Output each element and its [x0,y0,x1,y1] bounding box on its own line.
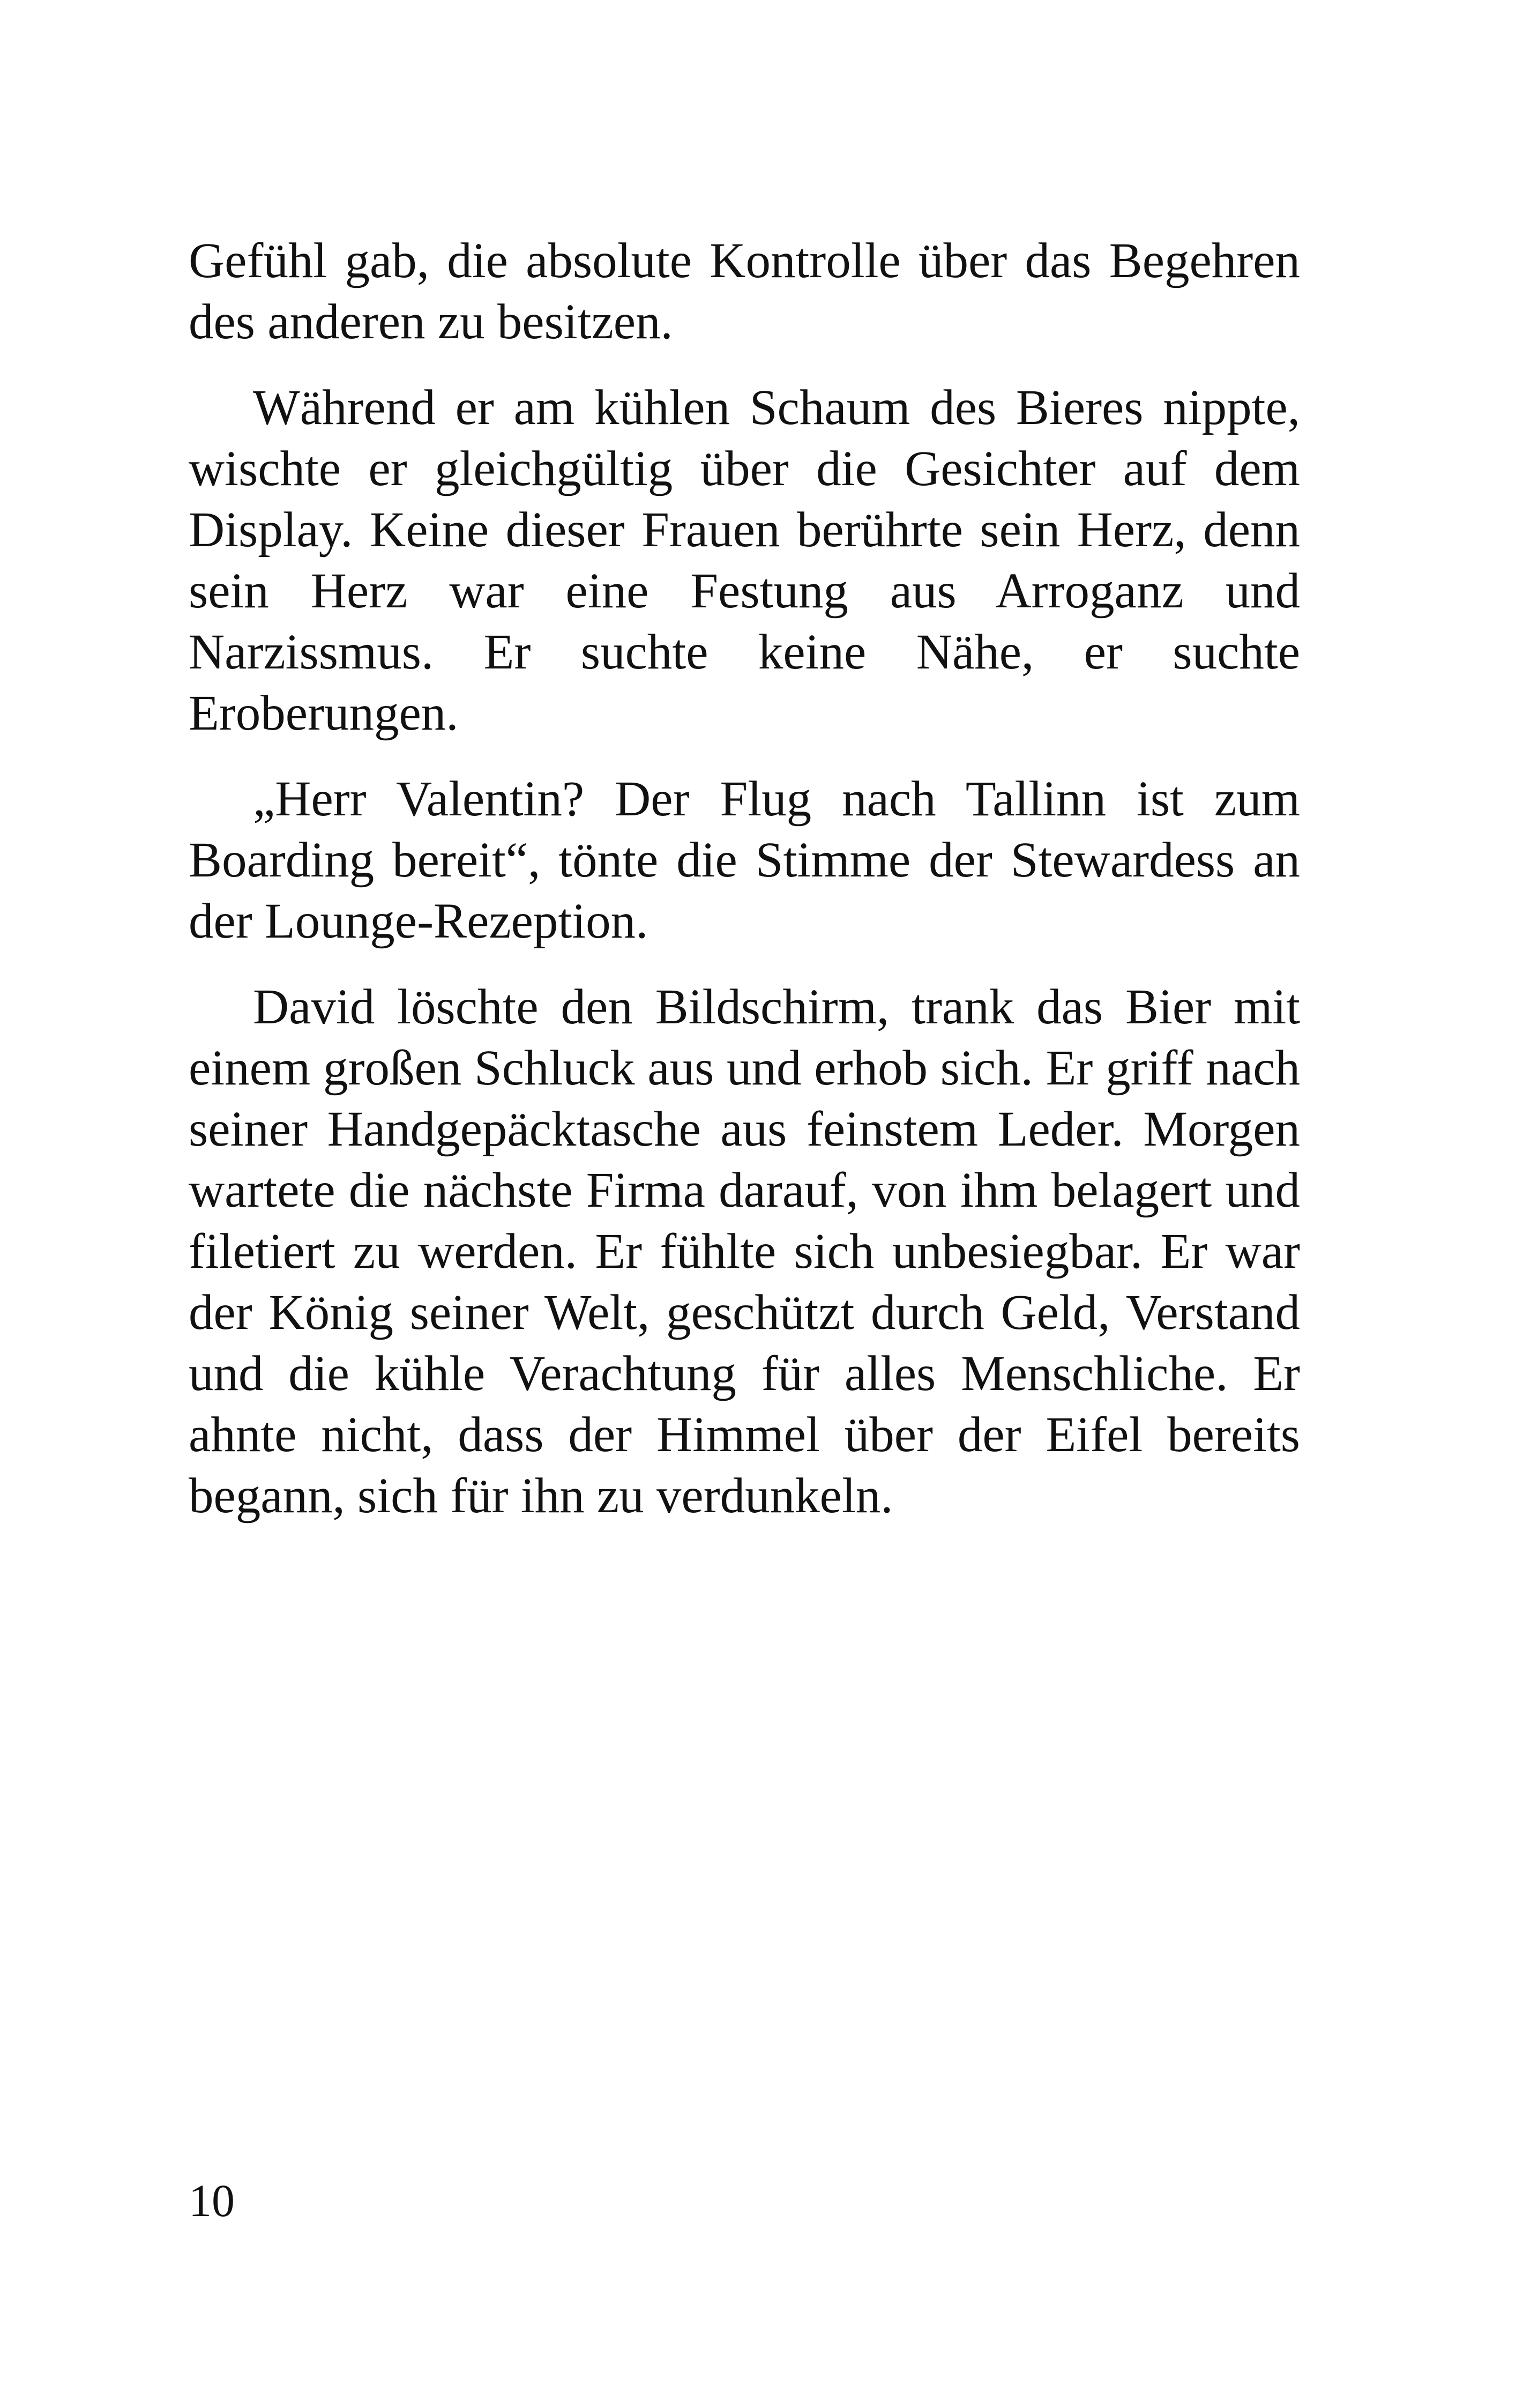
body-text [189,231,1300,1551]
page-number: 10 [189,2175,235,2226]
paragraph: Während er am kühlen Schaum des Bieres nippte, wischte er gleichgültig über die Gesichter auf dem Display. Keine dieser Frauen berührte sein Herz, denn sein Herz war eine Festung aus Arroganz und Narzissmus. Er suchte keine Nähe, er suchte Eroberungen. [189,380,1300,741]
paragraph: „Herr Valentin? Der Flug nach Tallinn ist zum Boarding bereit“, tönte die Stimme der Stewardess an der Lounge-Rezeption. [189,771,1300,949]
paragraph-continuation: Gefühl gab, die absolute Kontrolle über das Begehren des anderen zu besitzen. [189,233,1300,350]
paragraph: David löschte den Bildschirm, trank das Bier mit einem großen Schluck aus und erhob sich. Er griff nach seiner Handgepäcktasche aus feinstem Leder. Morgen wartete die nächste Firma darauf, von ihm belagert und filetiert zu werden. Er fühlte sich unbesiegbar. Er war der König seiner Welt, geschützt durch Geld, Verstand und die kühle Verachtung für alles Menschliche. Er ahnte nicht, dass der Himmel über der Eifel bereits begann, sich für ihn zu verdunkeln. [189,979,1300,1523]
